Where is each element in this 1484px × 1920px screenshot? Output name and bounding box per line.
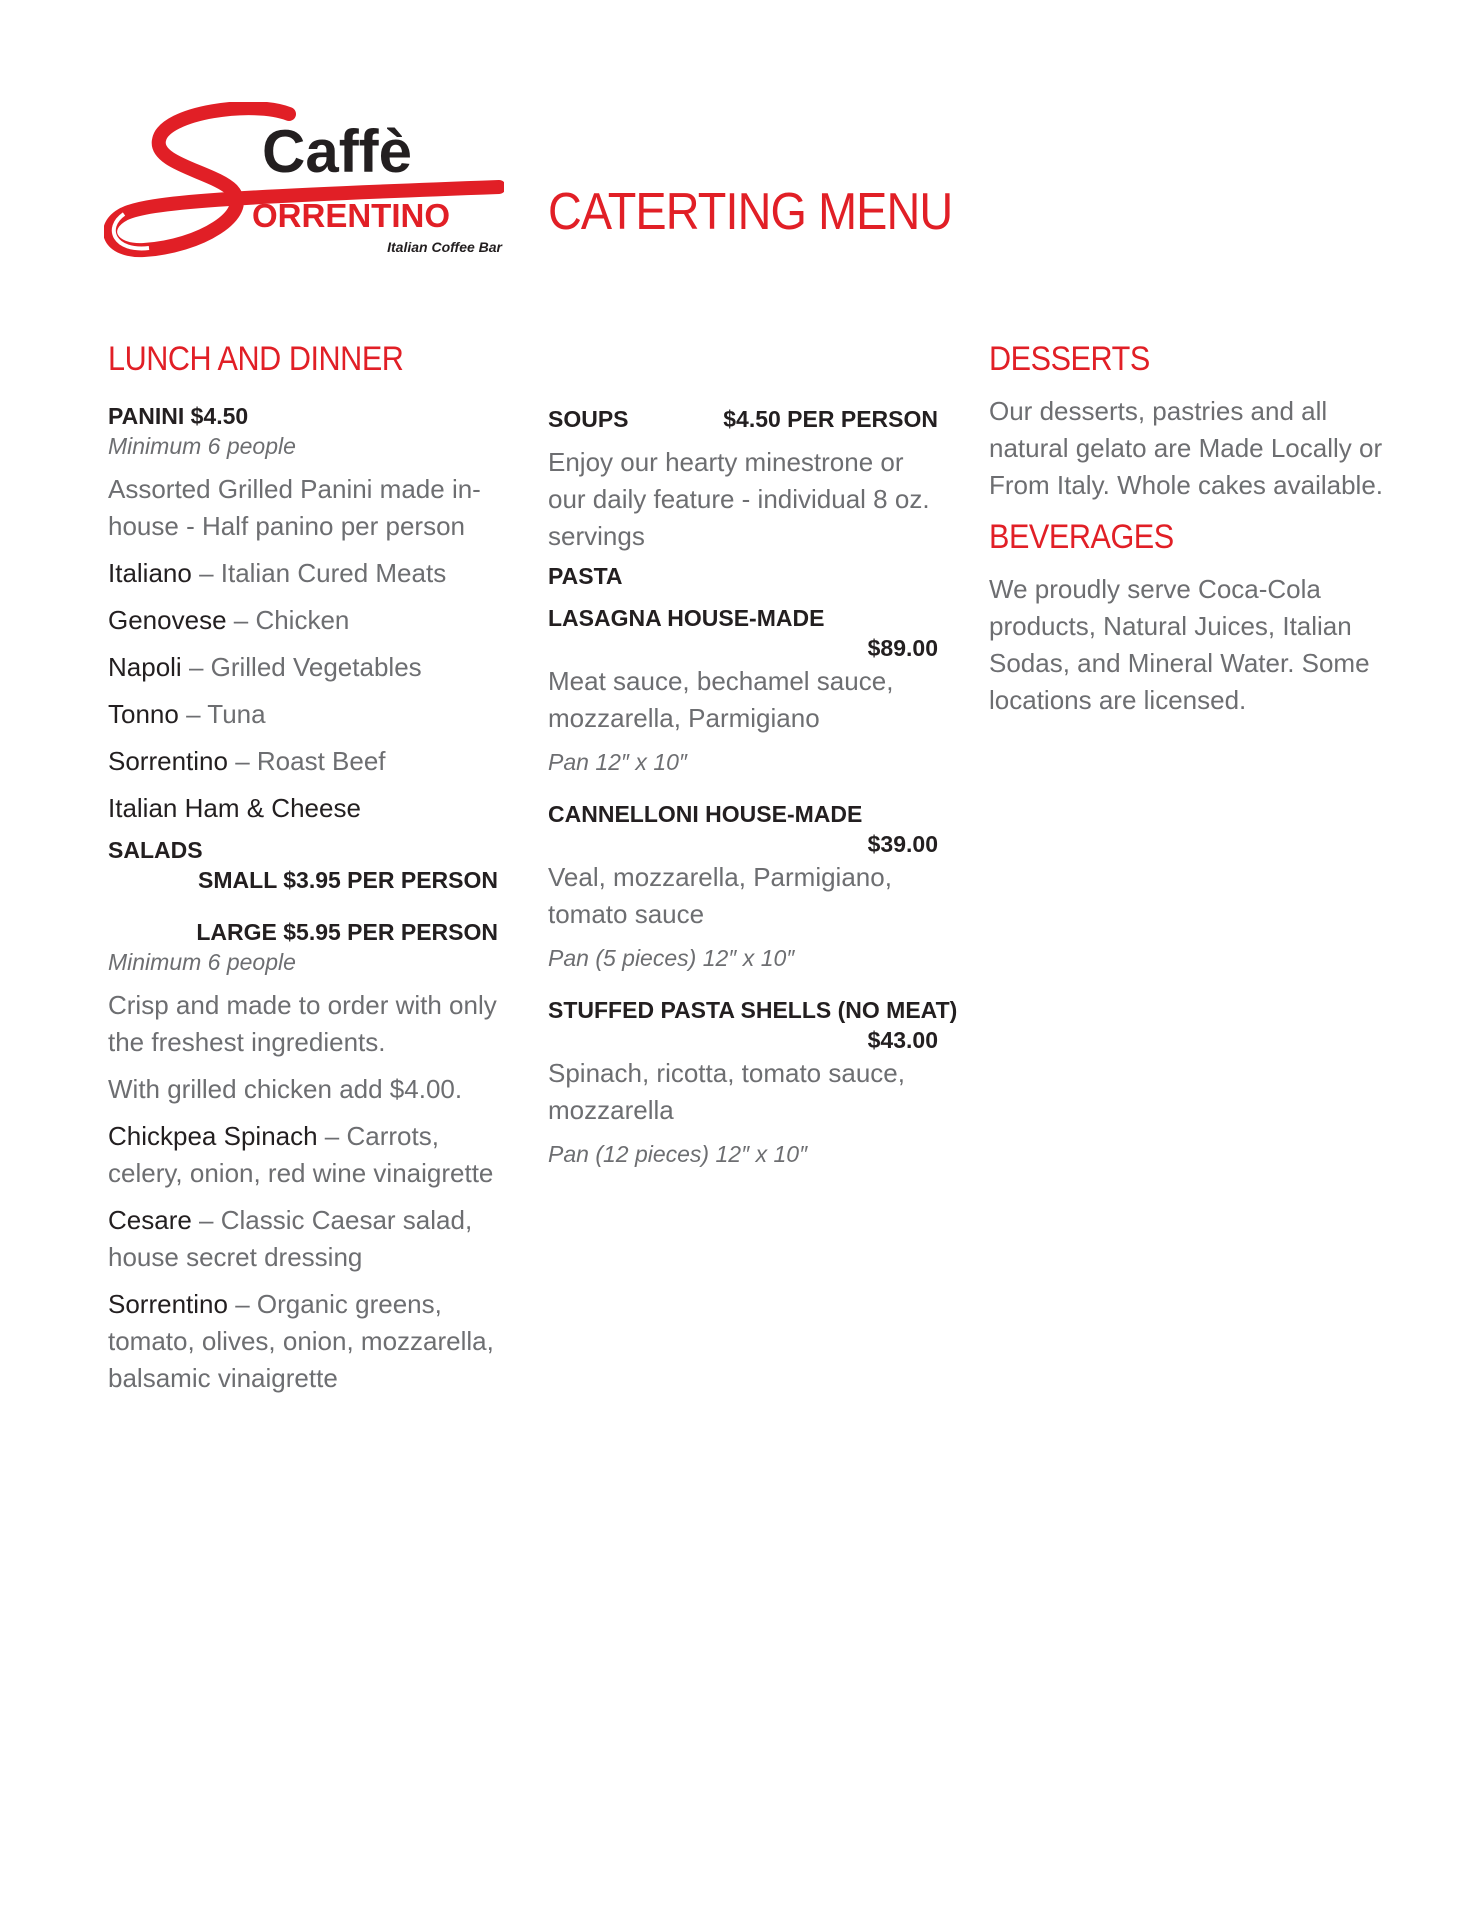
page-title: CATERTING MENU xyxy=(548,183,953,241)
panini-item-desc: – Italian Cured Meats xyxy=(191,558,447,588)
panini-item-name: Napoli xyxy=(108,652,182,682)
logo-caffe-text: Caffè xyxy=(262,118,413,185)
beverages-description: We proudly serve Coca-Cola products, Natural Juices, Italian Sodas, and Mineral Water. Some locations are licensed. xyxy=(989,574,1370,715)
salad-item xyxy=(108,1286,498,1397)
pasta-item xyxy=(548,603,938,777)
salads-minimum: Minimum 6 people xyxy=(108,949,296,975)
pasta-title: PASTA xyxy=(548,563,623,589)
panini-item xyxy=(108,602,498,639)
caffe-sorrentino-logo xyxy=(104,102,504,272)
panini-description: Assorted Grilled Panini made in-house - Half panino per person xyxy=(108,474,481,541)
pasta-item-pan: Pan (12 pieces) 12″ x 10″ xyxy=(548,1141,808,1167)
soups-pasta-column xyxy=(548,404,958,1169)
panini-item xyxy=(108,743,498,780)
soups-price: $4.50 PER PERSON xyxy=(723,406,938,432)
panini-item-name: Sorrentino xyxy=(108,746,228,776)
pasta-item-name: LASAGNA HOUSE-MADE xyxy=(548,605,825,631)
pasta-item xyxy=(548,799,938,973)
panini-title: PANINI $4.50 xyxy=(108,403,249,429)
pasta-item-price: $89.00 xyxy=(867,635,938,661)
panini-item-name: Italian Ham & Cheese xyxy=(108,793,361,823)
pasta-item-desc: Veal, mozzarella, Parmigiano, tomato sauce xyxy=(548,862,892,929)
panini-item-desc: – Tuna xyxy=(178,699,266,729)
panini-item-desc: – Roast Beef xyxy=(227,746,386,776)
soups-header xyxy=(548,404,938,434)
lunch-dinner-column xyxy=(108,340,498,1397)
panini-item xyxy=(108,555,498,592)
salads-description: Crisp and made to order with only the freshest ingredients. xyxy=(108,990,497,1057)
salad-item xyxy=(108,1202,498,1276)
pasta-item-price: $39.00 xyxy=(867,831,938,857)
logo-sorrentino-text: ORRENTINO xyxy=(252,197,450,234)
salads-small-price: SMALL $3.95 PER PERSON xyxy=(198,867,498,893)
salad-item-desc: – Classic Caesar salad, house secret dressing xyxy=(108,1205,473,1272)
pasta-item-desc: Meat sauce, bechamel sauce, mozzarella, Parmigiano xyxy=(548,666,894,733)
pasta-item-name: STUFFED PASTA SHELLS (NO MEAT) xyxy=(548,997,958,1023)
panini-item-name: Tonno xyxy=(108,699,179,729)
pasta-item xyxy=(548,995,958,1169)
soups-description: Enjoy our hearty minestrone or our daily feature - individual 8 oz. servings xyxy=(548,447,930,551)
panini-item-desc: – Grilled Vegetables xyxy=(181,652,422,682)
panini-item-name: Genovese xyxy=(108,605,227,635)
soups-title: SOUPS xyxy=(548,406,629,432)
panini-item-desc: – Chicken xyxy=(226,605,350,635)
pasta-item-name: CANNELLONI HOUSE-MADE xyxy=(548,801,863,827)
salad-item xyxy=(108,1118,498,1192)
salads-title: SALADS xyxy=(108,837,203,863)
pasta-item-pan: Pan (5 pieces) 12″ x 10″ xyxy=(548,945,795,971)
pasta-item-pan: Pan 12″ x 10″ xyxy=(548,749,688,775)
pasta-item-price: $43.00 xyxy=(867,1027,938,1053)
salad-item-name: Sorrentino xyxy=(108,1289,228,1319)
desserts-beverages-column xyxy=(989,340,1389,719)
lunch-dinner-heading: LUNCH AND DINNER xyxy=(108,340,404,378)
pasta-item-desc: Spinach, ricotta, tomato sauce, mozzarella xyxy=(548,1058,905,1125)
desserts-description: Our desserts, pastries and all natural gelato are Made Locally or From Italy. Whole cakes available. xyxy=(989,396,1383,500)
beverages-heading: BEVERAGES xyxy=(989,518,1174,556)
panini-item xyxy=(108,696,498,733)
salad-item-name: Chickpea Spinach xyxy=(108,1121,318,1151)
salads-large-price: LARGE $5.95 PER PERSON xyxy=(196,919,498,945)
salad-item-desc: – Carrots, celery, onion, red wine vinaigrette xyxy=(108,1121,494,1188)
salad-item-desc: – Organic greens, tomato, olives, onion, mozzarella, balsamic vinaigrette xyxy=(108,1289,494,1393)
panini-item-name: Italiano xyxy=(108,558,192,588)
desserts-heading: DESSERTS xyxy=(989,340,1150,378)
panini-item xyxy=(108,649,498,686)
logo-graphic xyxy=(104,102,504,272)
panini-minimum: Minimum 6 people xyxy=(108,433,296,459)
panini-item xyxy=(108,790,498,827)
salad-item-name: Cesare xyxy=(108,1205,192,1235)
logo-tagline: Italian Coffee Bar xyxy=(387,239,502,255)
salads-addon: With grilled chicken add $4.00. xyxy=(108,1074,463,1104)
